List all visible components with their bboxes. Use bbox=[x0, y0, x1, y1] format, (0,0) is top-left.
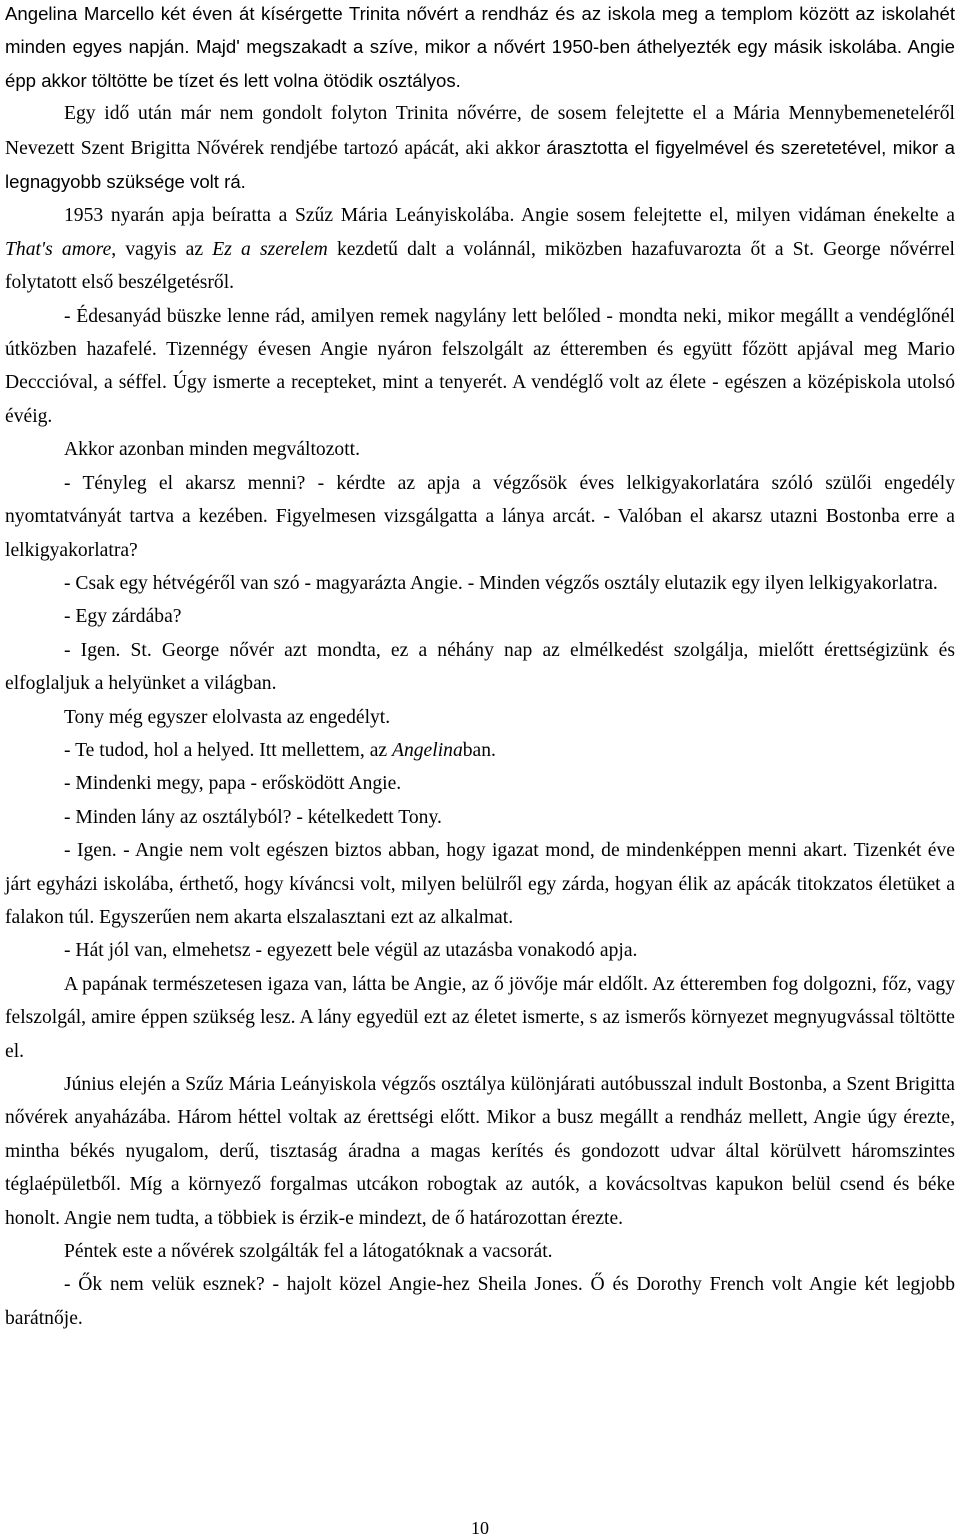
paragraph-sister-trinita bbox=[5, 97, 955, 199]
paragraph-enrollment-a: 1953 nyarán apja beíratta a Szűz Mária Leányiskolába. bbox=[64, 205, 515, 227]
paragraph-your-place-a: - Te tudod, hol a helyed. Itt mellettem, az bbox=[64, 739, 392, 761]
paragraph-dialogue-your-place bbox=[5, 734, 955, 767]
page-number: 10 bbox=[471, 1518, 489, 1538]
paragraph-tony-reads: Tony még egyszer elolvasta az engedélyt. bbox=[64, 706, 391, 728]
paragraph-sister-trinita-sans: árasztotta el figyelmével és szeretetével, mikor a legnagyobb szüksége volt rá. bbox=[5, 136, 956, 193]
paragraph-dialogue-permission: - Hát jól van, elmehetsz - egyezett bele végül az utazásba vonakodó apja. bbox=[64, 940, 638, 962]
paragraph-dialogue-convent: - Egy zárdába? bbox=[64, 606, 182, 628]
paragraph-enrollment-f: kezdetű dalt a volánnál, miközben hazafuvarozta őt a St. George nővérrel folytatott első beszélgetésről. bbox=[5, 238, 955, 294]
song-title-ez-a-szerelem: Ez a szerelem bbox=[212, 238, 328, 260]
paragraph-dialogue-everyone-goes: - Mindenki megy, papa - erősködött Angie. bbox=[64, 773, 402, 795]
paragraph-everything-changed: Akkor azonban minden megváltozott. bbox=[64, 439, 361, 461]
paragraph-enrollment-b: Angie sosem felejtette el, milyen vidáman énekelte a bbox=[514, 205, 955, 227]
paragraph-dialogue-yes-curious: - Igen. - Angie nem volt egészen biztos abban, hogy igazat mond, de mindenképpen menni akart. Tizenkét éve járt egyházi iskolába, érthető, hogy kíváncsi volt, milyen belülről egy zárda, hogyan élik az apácák titokzatos életüket a falakon túl. Egyszerűen nem akarta elszalasztani ezt az alkalmat. bbox=[5, 840, 955, 928]
paragraph-opening-continuation: Angelina Marcello két éven át kísérgette Trinita nővért a rendház és az iskola meg a templom között az iskolahét minden egyes napján. Majd' megszakadt a szíve, mikor a nővért 1950-ben áthelyezték egy másik iskolába. Angie épp akkor töltötte be tízet és lett volna ötödik osztályos. bbox=[5, 3, 955, 91]
paragraph-future-decided: A papának természetesen igaza van, látta be Angie, az ő jövője már eldőlt. Az étteremben fog dolgozni, főz, vagy felszolgál, amire éppen szükség lesz. A lány egyedül ezt az életet ismerte, s az ismerős környezet megnyugvással töltötte el. bbox=[5, 973, 955, 1062]
paragraph-your-place-c: ban. bbox=[462, 739, 496, 761]
paragraph-enrollment bbox=[5, 199, 955, 299]
paragraph-dialogue-yes-st-george: - Igen. St. George nővér azt mondta, ez a néhány nap az elmélkedést szolgálja, mielőtt érettségizünk és elfoglaljuk a helyünket a világban. bbox=[5, 639, 955, 695]
paragraph-trip-to-boston: Június elején a Szűz Mária Leányiskola végzős osztálya különjárati autóbusszal indult Bostonba, a Szent Brigitta nővérek anyaházába. Három héttel voltak az érettségi előtt. Mikor a busz megállt a rendház mellett, Angie úgy érezte, mintha békés nyugalom, derű, tisztaság áradna a magas kerítés és gondozott udvar által körülvett háromszintes téglaépületből. Míg a környező forgalmas utcákon robogtak az autók, a kovácsoltvas kapukon belül csend és béke honolt. Angie nem tudta, a többiek is érzik-e mindezt, de ő határozottan érezte. bbox=[5, 1074, 955, 1229]
paragraph-dialogue-mother: - Édesanyád büszke lenne rád, amilyen remek nagylány lett belőled - mondta neki, mikor megállt a vendéglőnél útközben hazafelé. Tizennégy évesen Angie nyáron felszolgált az étteremben és együtt főzött apjával meg Mario Decccióval, a séffel. Úgy ismerte a recepteket, mint a tenyerét. A vendéglő volt az élete - egészen a középiskola utolsó évéig. bbox=[5, 305, 955, 427]
song-title-thats-amore: That's amore bbox=[5, 238, 112, 260]
paragraph-dialogue-sheila: - Ők nem velük esznek? - hajolt közel Angie-hez Sheila Jones. Ő és Dorothy French volt Angie két legjobb barátnője. bbox=[5, 1274, 955, 1329]
page-body-text bbox=[5, 0, 955, 1335]
paragraph-enrollment-d: , vagyis az bbox=[111, 238, 213, 260]
paragraph-friday-dinner: Péntek este a nővérek szolgálták fel a látogatóknak a vacsorát. bbox=[64, 1241, 553, 1263]
restaurant-name-angelina: Angelina bbox=[392, 739, 463, 761]
paragraph-dialogue-every-girl: - Minden lány az osztályból? - kételkedett Tony. bbox=[64, 806, 442, 828]
paragraph-sister-trinita-serif: Egy idő után már nem gondolt folyton Trinita nővérre, de sosem felejtette el a Mária Mennybemeneteléről Nevezett Szent Brigitta Nővérek rendjébe tartozó apácát, aki akkor bbox=[5, 103, 955, 159]
paragraph-dialogue-weekend: - Csak egy hétvégéről van szó - magyarázta Angie. - Minden végzős osztály elutazik egy ilyen lelkigyakorlatra. bbox=[64, 572, 938, 594]
paragraph-dialogue-really-go: - Tényleg el akarsz menni? - kérdte az apja a végzősök éves lelkigyakorlatára szóló szülői engedély nyomtatványát tartva a kezében. Figyelmesen vizsgálgatta a lánya arcát. - Valóban el akarsz utazni Bostonba erre a lelkigyakorlatra? bbox=[5, 472, 955, 561]
